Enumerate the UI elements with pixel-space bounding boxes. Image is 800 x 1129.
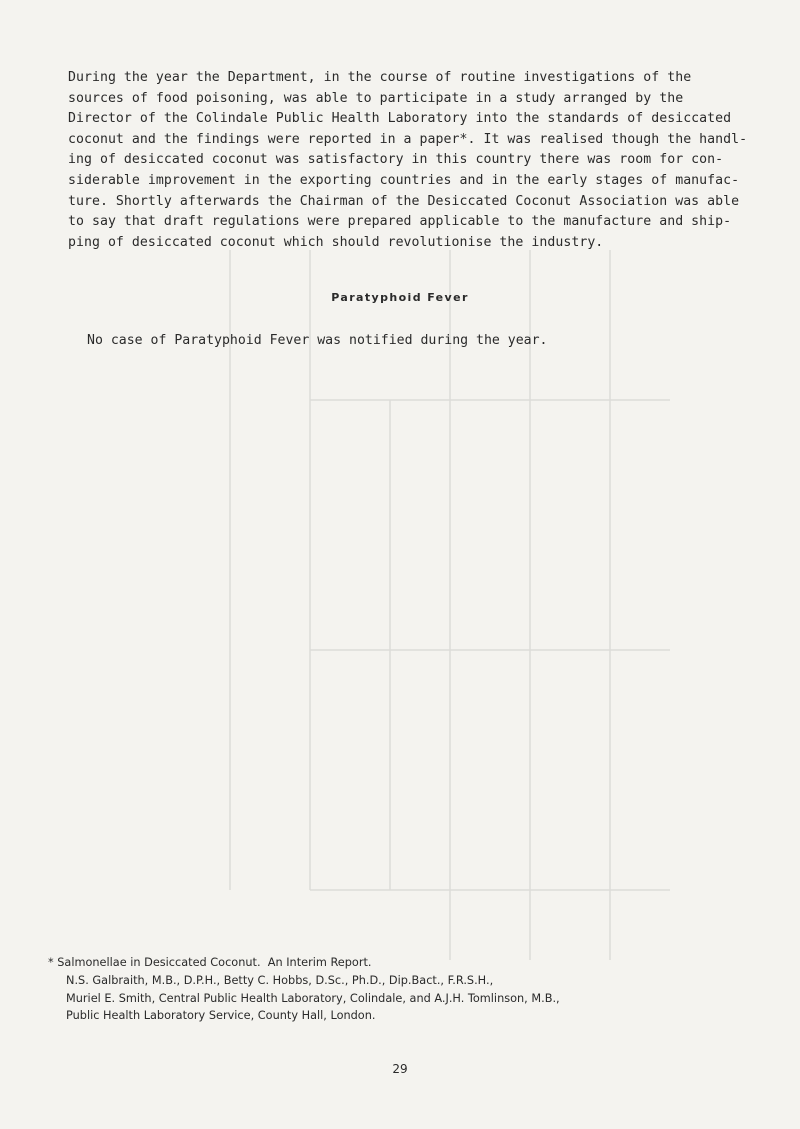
section-statement: No case of Paratyphoid Fever was notified during the year. bbox=[87, 333, 548, 348]
body-paragraph bbox=[68, 68, 748, 253]
body-line: ping of desiccated coconut which should revolutionise the industry. bbox=[68, 234, 604, 250]
body-line: siderable improvement in the exporting countries and in the early stages of manufac- bbox=[68, 172, 740, 188]
body-line: During the year the Department, in the course of routine investigations of the bbox=[68, 70, 692, 85]
footnote-line: N.S. Galbraith, M.B., D.P.H., Betty C. Hobbs, D.Sc., Ph.D., Dip.Bact., F.R.S.H., bbox=[66, 973, 494, 987]
footnote-line: * Salmonellae in Desiccated Coconut. An Interim Report. bbox=[48, 956, 372, 969]
body-line: coconut and the findings were reported in a paper*. It was realised though the handl- bbox=[68, 131, 748, 147]
section-heading: Paratyphoid Fever bbox=[331, 291, 469, 304]
footnote bbox=[48, 954, 768, 1025]
body-line: to say that draft regulations were prepared applicable to the manufacture and ship- bbox=[68, 214, 732, 230]
body-line: ing of desiccated coconut was satisfactory in this country there was room for con- bbox=[68, 152, 724, 168]
body-line: sources of food poisoning, was able to participate in a study arranged by the bbox=[68, 90, 684, 106]
body-line: Director of the Colindale Public Health Laboratory into the standards of desiccated bbox=[68, 111, 732, 127]
body-line: ture. Shortly afterwards the Chairman of the Desiccated Coconut Association was able bbox=[68, 193, 740, 209]
footnote-line: Muriel E. Smith, Central Public Health Laboratory, Colindale, and A.J.H. Tomlinson, M.B., bbox=[66, 991, 560, 1005]
footnote-line: Public Health Laboratory Service, County Hall, London. bbox=[66, 1009, 376, 1023]
page-number: 29 bbox=[392, 1062, 408, 1076]
reverse-page-show-through bbox=[210, 250, 670, 960]
